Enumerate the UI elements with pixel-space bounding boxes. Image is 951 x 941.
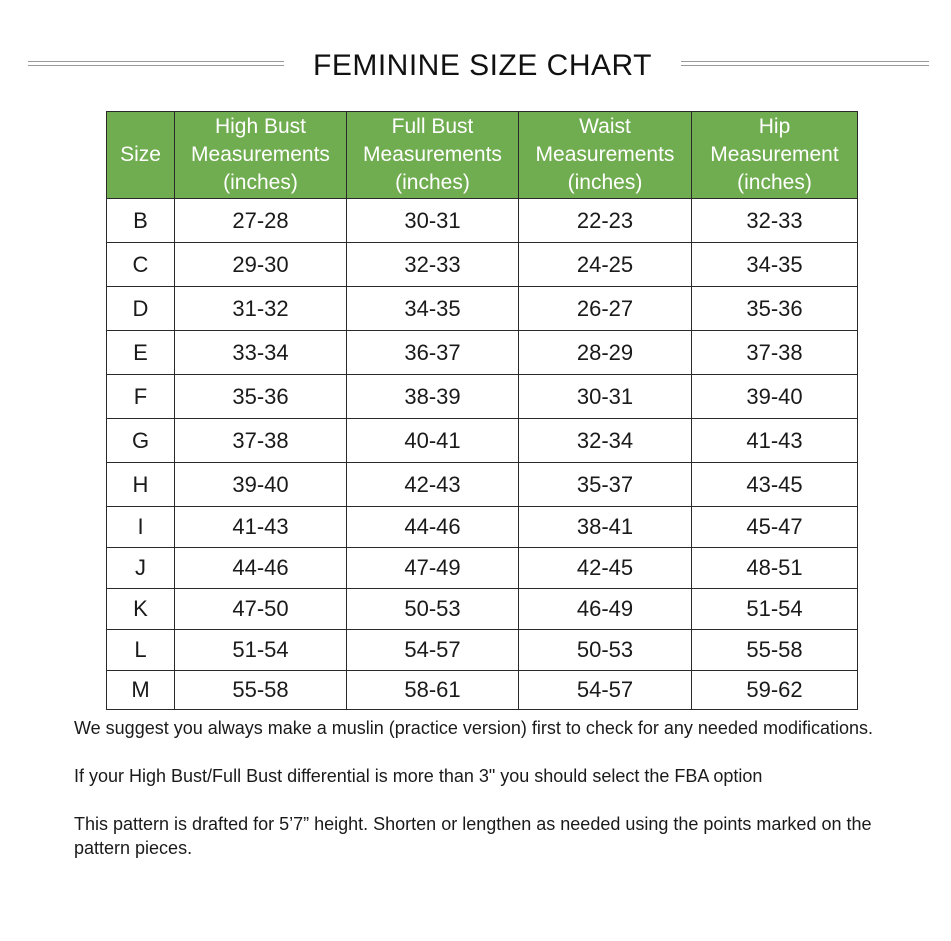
waist-cell: 24-25 (519, 243, 692, 287)
high-bust-cell: 27-28 (175, 199, 347, 243)
waist-cell: 46-49 (519, 589, 692, 630)
hip-cell: 43-45 (692, 463, 858, 507)
table-row (107, 419, 858, 463)
full-bust-cell: 47-49 (347, 548, 519, 589)
table-row (107, 548, 858, 589)
table-row (107, 630, 858, 671)
size-cell: G (107, 419, 175, 463)
full-bust-cell: 30-31 (347, 199, 519, 243)
table-row (107, 199, 858, 243)
table-row (107, 243, 858, 287)
size-cell: E (107, 331, 175, 375)
waist-cell: 42-45 (519, 548, 692, 589)
full-bust-cell: 42-43 (347, 463, 519, 507)
high-bust-cell: 47-50 (175, 589, 347, 630)
high-bust-cell: 39-40 (175, 463, 347, 507)
size-chart-table (106, 111, 858, 710)
waist-cell: 38-41 (519, 507, 692, 548)
hip-cell: 48-51 (692, 548, 858, 589)
hip-cell: 55-58 (692, 630, 858, 671)
note-fba: If your High Bust/Full Bust differential is more than 3" you should select the FBA option (74, 766, 763, 786)
high-bust-cell: 51-54 (175, 630, 347, 671)
hip-cell: 45-47 (692, 507, 858, 548)
waist-cell: 54-57 (519, 671, 692, 710)
high-bust-cell: 55-58 (175, 671, 347, 710)
table-row (107, 589, 858, 630)
table-row (107, 507, 858, 548)
size-cell: H (107, 463, 175, 507)
size-cell: I (107, 507, 175, 548)
table-row (107, 287, 858, 331)
note-height: This pattern is drafted for 5’7” height. Shorten or lengthen as needed using the points marked on the pattern pieces. (74, 814, 872, 858)
page-title: FEMININE SIZE CHART (313, 49, 652, 82)
hip-cell: 35-36 (692, 287, 858, 331)
full-bust-cell: 58-61 (347, 671, 519, 710)
size-cell: M (107, 671, 175, 710)
hip-cell: 39-40 (692, 375, 858, 419)
hip-cell: 59-62 (692, 671, 858, 710)
waist-cell: 35-37 (519, 463, 692, 507)
header-size: Size (107, 112, 175, 199)
size-cell: F (107, 375, 175, 419)
title-rule-left (28, 61, 284, 66)
header-hip: Hip Measurement (inches) (692, 112, 858, 199)
title-rule-right (681, 61, 929, 66)
full-bust-cell: 54-57 (347, 630, 519, 671)
table-header-row (107, 112, 858, 199)
full-bust-cell: 38-39 (347, 375, 519, 419)
size-cell: D (107, 287, 175, 331)
size-cell: J (107, 548, 175, 589)
hip-cell: 32-33 (692, 199, 858, 243)
full-bust-cell: 32-33 (347, 243, 519, 287)
full-bust-cell: 36-37 (347, 331, 519, 375)
table-row (107, 331, 858, 375)
waist-cell: 32-34 (519, 419, 692, 463)
waist-cell: 50-53 (519, 630, 692, 671)
full-bust-cell: 40-41 (347, 419, 519, 463)
hip-cell: 41-43 (692, 419, 858, 463)
waist-cell: 30-31 (519, 375, 692, 419)
full-bust-cell: 44-46 (347, 507, 519, 548)
waist-cell: 28-29 (519, 331, 692, 375)
notes-section (74, 716, 924, 860)
hip-cell: 51-54 (692, 589, 858, 630)
full-bust-cell: 50-53 (347, 589, 519, 630)
high-bust-cell: 31-32 (175, 287, 347, 331)
size-cell: K (107, 589, 175, 630)
table-row (107, 463, 858, 507)
header-waist: Waist Measurements (inches) (519, 112, 692, 199)
waist-cell: 22-23 (519, 199, 692, 243)
high-bust-cell: 44-46 (175, 548, 347, 589)
note-muslin: We suggest you always make a muslin (practice version) first to check for any needed modifications. (74, 718, 874, 738)
full-bust-cell: 34-35 (347, 287, 519, 331)
header-high-bust: High Bust Measurements (inches) (175, 112, 347, 199)
title-row (0, 44, 951, 88)
hip-cell: 34-35 (692, 243, 858, 287)
table-row (107, 375, 858, 419)
header-full-bust: Full Bust Measurements (inches) (347, 112, 519, 199)
high-bust-cell: 35-36 (175, 375, 347, 419)
hip-cell: 37-38 (692, 331, 858, 375)
size-cell: C (107, 243, 175, 287)
waist-cell: 26-27 (519, 287, 692, 331)
size-cell: B (107, 199, 175, 243)
table-row (107, 671, 858, 710)
high-bust-cell: 37-38 (175, 419, 347, 463)
high-bust-cell: 29-30 (175, 243, 347, 287)
high-bust-cell: 41-43 (175, 507, 347, 548)
high-bust-cell: 33-34 (175, 331, 347, 375)
size-cell: L (107, 630, 175, 671)
